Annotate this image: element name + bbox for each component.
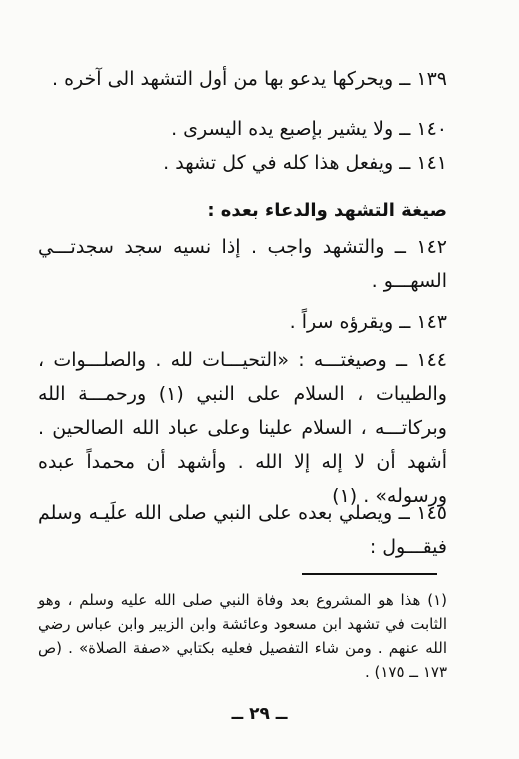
paragraph-143: ١٤٣ ــ ويقرؤه سراً .: [289, 311, 447, 333]
paragraph-139: ١٣٩ ــ ويحركها يدعو بها من أول التشهد الى آخره .: [52, 68, 447, 90]
paragraph-140: ١٤٠ ــ ولا يشير بإصبع يده اليسرى .: [171, 118, 447, 140]
footnote: (١) هذا هو المشروع بعد وفاة النبي صلى الله عليه وسلم ، وهو الثابت في تشهد ابن مسعود وعائشة وابن الزبير وابن عباس رضي الله عنهم . ومن شاء التفصيل فعليه بكتابي «صفة الصلاة» . (ص ١٧٣ ــ ١٧٥) .: [38, 591, 447, 681]
paragraph-145: ١٤٥ ــ ويصلي بعده على النبي صلى الله علَيـه وسلم فيقـــول :: [38, 502, 447, 558]
paragraph-142: ١٤٢ ــ والتشهد واجب . إذا نسيه سجد سجدتـــي السهـــو .: [38, 236, 447, 292]
paragraph-141: ١٤١ ــ ويفعل هذا كله في كل تشهد .: [163, 152, 447, 174]
section-heading: صيغة التشهد والدعاء بعده :: [207, 200, 447, 221]
footnote-separator: [302, 573, 437, 575]
page-number: ــ ٢٩ ــ: [231, 704, 288, 724]
paragraph-144: ١٤٤ ــ وصيغتـــه : «التحيـــات لله . والصلـــوات ، والطيبات ، السلام على النبي (١) ورحمـــة الله وبركاتـــه ، السلام علينا وعلى عباد الله الصالحين . أشهد أن لا إله إلا الله . وأشهد أن محمداً عبده ورسوله» . (١): [38, 349, 447, 507]
